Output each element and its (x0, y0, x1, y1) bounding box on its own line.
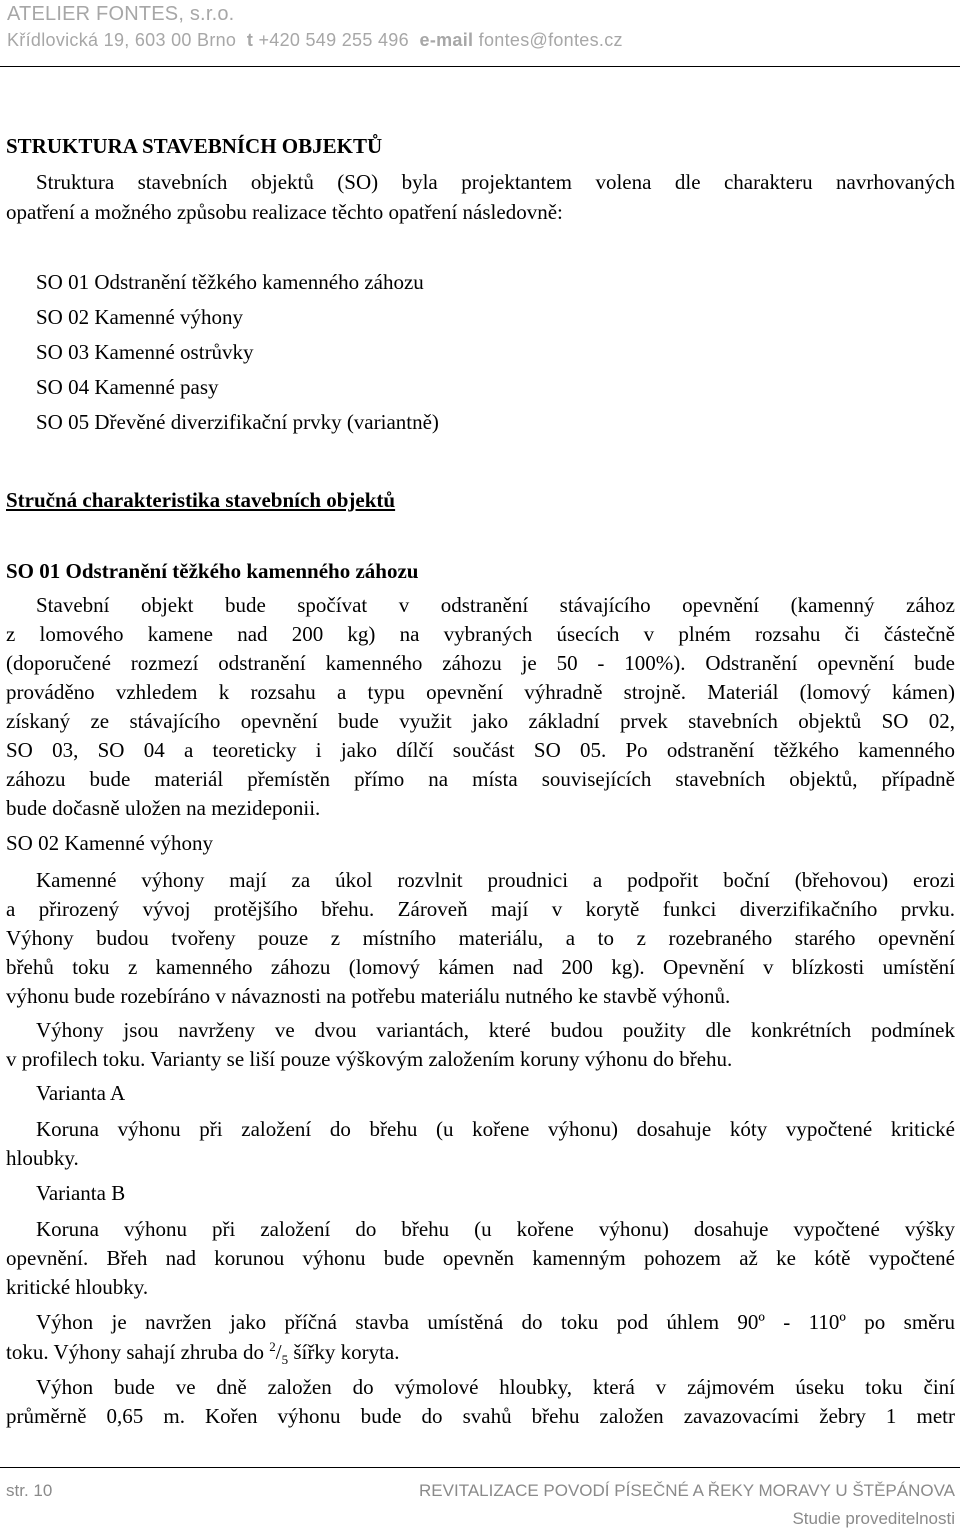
so01-heading: SO 01 Odstranění těžkého kamenného záhozu (6, 559, 419, 583)
fraction-numerator: 2 (269, 1339, 276, 1354)
so01-line: z lomového kamene nad 200 kg) na vybraných úsecích v plném rozsahu či částečně (6, 622, 955, 646)
so01-line: získaný ze stávajícího opevnění bude využit jako základní prvek stavebních objektů SO 02, (6, 709, 955, 733)
characteristics-heading: Stručná charakteristika stavebních objektů (6, 488, 396, 512)
so02-heading: SO 02 Kamenné výhony (6, 831, 214, 855)
company-contact (7, 28, 623, 52)
phone-number: +420 549 255 496 (258, 30, 409, 50)
footer-document-type: Studie proveditelnosti (792, 1509, 955, 1528)
so02-p1-line: Výhony budou tvořeny pouze z místního materiálu, a to z rozebraného starého opevnění (6, 926, 955, 950)
variant-b-line: Koruna výhonu při založení do břehu (u kořene výhonu) dosahuje vypočtené výšky (36, 1217, 955, 1241)
so02-p3-line: Výhon je navržen jako příčná stavba umístěná do toku pod úhlem 90º - 110º po směru (36, 1310, 955, 1334)
so-list-item: SO 05 Dřevěné diverzifikační prvky (variantně) (36, 410, 439, 434)
so02-p3-line (6, 1338, 400, 1366)
so02-p1-line: Kamenné výhony mají za úkol rozvlnit proudnici a podpořit boční (břehovou) erozi (36, 868, 955, 892)
so02-p4-line: Výhon bude ve dně založen do výmolové hloubky, která v zájmovém úseku toku činí (36, 1375, 955, 1399)
so-list-item: SO 03 Kamenné ostrůvky (36, 340, 254, 364)
so-list-item: SO 04 Kamenné pasy (36, 375, 219, 399)
so-list-item: SO 01 Odstranění těžkého kamenného záhozu (36, 270, 424, 294)
so02-p2-line: v profilech toku. Varianty se liší pouze výškovým založením koruny výhonu do břehu. (6, 1047, 733, 1071)
company-address: Křídlovická 19, 603 00 Brno (7, 30, 237, 50)
p3-text-pre: toku. Výhony sahají zhruba do (6, 1340, 264, 1364)
so01-line: SO 03, SO 04 a teoreticky i jako dílčí součást SO 05. Po odstranění těžkého kamenného (6, 738, 955, 762)
email-label: e-mail (419, 30, 474, 50)
variant-b-label: Varianta B (36, 1181, 126, 1205)
email-address[interactable]: fontes@fontes.cz (478, 30, 623, 50)
intro-line-1: Struktura stavebních objektů (SO) byla projektantem volena dle charakteru navrhovaných (36, 170, 955, 194)
page-number: str. 10 (6, 1481, 53, 1500)
header-rule (0, 66, 960, 67)
fraction-slash: / (275, 1340, 282, 1364)
section-title: STRUKTURA STAVEBNÍCH OBJEKTŮ (6, 134, 383, 158)
variant-b-line: opevnění. Břeh nad korunou výhonu bude opevněn kamenným pohozem až ke kótě vypočtené (6, 1246, 955, 1270)
so02-p1-line: a přirozený vývoj protějšího břehu. Zároveň mají v korytě funkci diverzifikačního prvku. (6, 897, 955, 921)
company-name: ATELIER FONTES, s.r.o. (7, 3, 235, 25)
so02-p1-line: břehů toku z kamenného záhozu (lomový kámen nad 200 kg). Opevnění v blízkosti umístění (6, 955, 955, 979)
page-header (7, 0, 623, 52)
variant-a-line: hloubky. (6, 1146, 79, 1170)
so01-line: Stavební objekt bude spočívat v odstranění stávajícího opevnění (kamenný zához (36, 593, 955, 617)
so02-p2-line: Výhony jsou navrženy ve dvou variantách, které budou použity dle konkrétních podmínek (36, 1018, 955, 1042)
so02-p4-line: průměrně 0,65 m. Kořen výhonu bude do svahů břehu založen zavazovacími žebry 1 metr (6, 1404, 955, 1428)
so01-line: bude dočasně uložen na mezideponii. (6, 796, 321, 820)
variant-a-label: Varianta A (36, 1081, 126, 1105)
so01-line: (doporučené rozmezí odstranění kamenného záhozu je 50 - 100%). Odstranění opevnění bude (6, 651, 955, 675)
so-list-item: SO 02 Kamenné výhony (36, 305, 244, 329)
so01-line: záhozu bude materiál přemístěn přímo na místa souvisejících stavebních objektů, případně (6, 767, 955, 791)
so01-line: prováděno vzhledem k rozsahu a typu opevnění výhradně strojně. Materiál (lomový kámen) (6, 680, 955, 704)
variant-a-line: Koruna výhonu při založení do břehu (u kořene výhonu) dosahuje kóty vypočtené kritické (36, 1117, 955, 1141)
intro-line-2: opatření a možného způsobu realizace těchto opatření následovně: (6, 200, 563, 224)
footer-project-title: REVITALIZACE POVODÍ PÍSEČNÉ A ŘEKY MORAVY U ŠTĚPÁNOVA (419, 1481, 955, 1500)
footer-rule (0, 1467, 960, 1468)
phone-label: t (246, 30, 254, 50)
so02-p1-line: výhonu bude rozebíráno v návaznosti na potřebu materiálu nutného ke stavbě výhonů. (6, 984, 731, 1008)
p3-text-post: šířky koryta. (293, 1340, 400, 1364)
variant-b-line: kritické hloubky. (6, 1275, 149, 1299)
fraction-denominator: 5 (281, 1352, 289, 1368)
